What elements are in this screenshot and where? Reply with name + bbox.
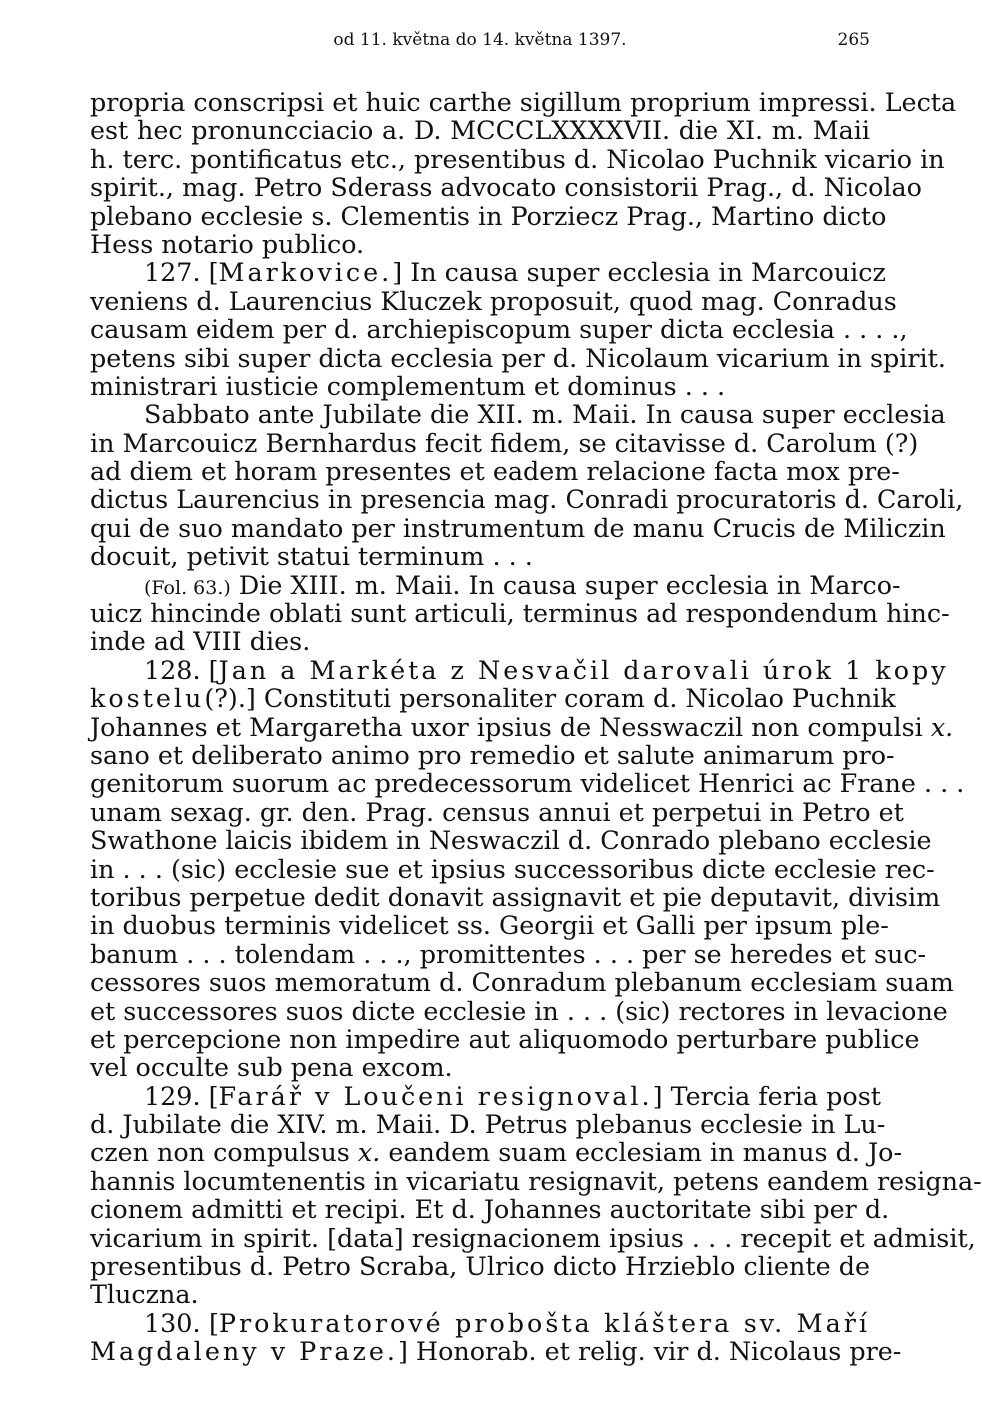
text-run: ] In causa super ecclesia in Marcouicz bbox=[392, 257, 886, 288]
text-line bbox=[90, 995, 948, 1026]
text-line bbox=[90, 1109, 886, 1140]
text-line bbox=[90, 87, 957, 117]
text-run: ad diem et horam presentes et eadem relacione facta mox pre- bbox=[90, 456, 900, 487]
text-line bbox=[90, 257, 886, 288]
text-run: 129. [ bbox=[144, 1080, 219, 1111]
text-run: h. terc. pontificatus etc., presentibus d. Nicolao Puchnik vicario in bbox=[90, 143, 945, 174]
text-line bbox=[90, 910, 889, 941]
text-run: et successores suos dicte ecclesie in . . . (sic) rectores in levacione bbox=[90, 995, 948, 1026]
text-run: (Fol. 63.) bbox=[144, 576, 231, 599]
text-line bbox=[90, 569, 901, 600]
text-line bbox=[90, 825, 932, 856]
text-line bbox=[90, 1194, 890, 1225]
body-text bbox=[90, 87, 982, 1367]
text-line bbox=[90, 683, 896, 714]
text-run: x. bbox=[930, 711, 954, 742]
text-run: cessores suos memoratum d. Conradum plebanum ecclesiam suam bbox=[90, 967, 954, 998]
text-run: x. bbox=[357, 1137, 381, 1168]
text-line bbox=[90, 1023, 920, 1054]
text-line bbox=[90, 1309, 870, 1337]
text-run: toribus perpetue dedit donavit assignavit et pie deputavit, divisim bbox=[90, 881, 941, 912]
text-run: in Marcouicz Bernhardus fecit fidem, se citavisse d. Carolum (?) bbox=[90, 427, 919, 458]
text-line bbox=[90, 230, 870, 258]
text-line bbox=[90, 399, 946, 430]
text-line bbox=[90, 200, 887, 231]
text-run: cionem admitti et recipi. Et d. Johannes auctoritate sibi per d. bbox=[90, 1194, 890, 1225]
text-run: Die XIII. m. Maii. In causa super ecclesia in Marco- bbox=[230, 569, 901, 600]
text-run: uicz hincinde oblati sunt articuli, terminus ad respondendum hinc- bbox=[90, 598, 950, 629]
text-line bbox=[90, 598, 950, 629]
text-run: vicarium in spirit. [data] resignacionem ipsius . . . recepit et admisit, bbox=[90, 1222, 976, 1253]
text-run: eandem suam ecclesiam in manus d. Jo- bbox=[380, 1137, 903, 1168]
text-line bbox=[90, 342, 946, 373]
text-run: Magdaleny v Praze. bbox=[90, 1336, 398, 1367]
text-run: 130. [ bbox=[144, 1307, 219, 1338]
text-line bbox=[90, 285, 897, 316]
text-line bbox=[90, 1280, 870, 1308]
text-run: Tluczna. bbox=[90, 1279, 199, 1310]
text-run: docuit, petivit statui terminum . . . bbox=[90, 541, 533, 572]
text-line bbox=[90, 427, 919, 458]
text-run: est hec pronuncciacio a. D. MCCCLXXXXVII. die XI. m. Maii bbox=[90, 115, 870, 146]
text-line bbox=[90, 881, 941, 912]
text-run: 127. [ bbox=[144, 257, 219, 288]
text-line bbox=[90, 1053, 870, 1081]
text-line bbox=[90, 484, 964, 515]
text-run: spirit., mag. Petro Sderass advocato consistorii Prag., d. Nicolao bbox=[90, 172, 922, 203]
text-run: et percepcione non impedire aut aliquomodo perturbare publice bbox=[90, 1023, 920, 1054]
text-run: Farář v Loučeni resignoval. bbox=[218, 1080, 653, 1111]
text-run: hannis locumtenentis in vicariatu resignavit, petens eandem resigna- bbox=[90, 1165, 982, 1196]
text-run: veniens d. Laurencius Kluczek proposuit, quod mag. Conradus bbox=[90, 285, 897, 316]
text-run: causam eidem per d. archiepiscopum super dicta ecclesia . . . ., bbox=[90, 314, 908, 345]
text-line bbox=[90, 627, 870, 655]
text-run: genitorum suorum ac predecessorum videlicet Henrici ac Frane . . . bbox=[90, 768, 965, 799]
text-line bbox=[90, 542, 870, 570]
page-number: 265 bbox=[837, 30, 870, 50]
text-run: Jan a Markéta z Nesvačil darovali úrok 1 kopy bbox=[218, 654, 949, 685]
text-line bbox=[90, 967, 954, 998]
text-run: sano et deliberato animo pro remedio et salute animarum pro- bbox=[90, 739, 895, 770]
text-run: d. Jubilate die XIV. m. Maii. D. Petrus plebanus ecclesie in Lu- bbox=[90, 1109, 886, 1140]
text-line bbox=[90, 1137, 903, 1168]
text-run: in . . . (sic) ecclesie sue et ipsius successoribus dicte ecclesie rec- bbox=[90, 853, 935, 884]
text-line bbox=[90, 456, 900, 487]
text-line bbox=[90, 938, 927, 969]
text-run: plebano ecclesie s. Clementis in Porziecz Prag., Martino dicto bbox=[90, 200, 887, 231]
text-line bbox=[90, 654, 949, 685]
text-line bbox=[90, 512, 946, 543]
text-line bbox=[90, 739, 895, 770]
text-run: petens sibi super dicta ecclesia per d. Nicolaum vicarium in spirit. bbox=[90, 342, 946, 373]
text-run: Hess notario publico. bbox=[90, 228, 365, 259]
text-line bbox=[90, 116, 870, 144]
text-line bbox=[90, 768, 965, 799]
text-line bbox=[90, 1165, 982, 1196]
text-line bbox=[90, 1252, 870, 1280]
text-run: inde ad VIII dies. bbox=[90, 626, 311, 657]
page-header bbox=[90, 30, 870, 60]
text-run: qui de suo mandato per instrumentum de manu Crucis de Miliczin bbox=[90, 512, 946, 543]
text-line bbox=[90, 1222, 976, 1253]
text-line bbox=[90, 372, 870, 400]
text-run: ] Tercia feria post bbox=[652, 1080, 881, 1111]
text-line bbox=[90, 143, 945, 174]
text-line bbox=[90, 1080, 881, 1111]
text-run: presentibus d. Petro Scraba, Ulrico dicto Hrzieblo cliente de bbox=[90, 1251, 870, 1282]
text-line bbox=[90, 853, 935, 884]
text-run: dictus Laurencius in presencia mag. Conradi procuratoris d. Caroli, bbox=[90, 484, 964, 515]
text-run: banum . . . tolendam . . ., promittentes . . . per se heredes et suc- bbox=[90, 938, 927, 969]
text-run: Sabbato ante Jubilate die XII. m. Maii. In causa super ecclesia bbox=[144, 399, 946, 430]
text-run: propria conscripsi et huic carthe sigillum proprium impressi. Lecta bbox=[90, 87, 957, 117]
text-run: unam sexag. gr. den. Prag. census annui et perpetui in Petro et bbox=[90, 796, 904, 827]
text-run: vel occulte sub pena excom. bbox=[90, 1052, 453, 1083]
text-run: Swathone laicis ibidem in Neswaczil d. Conrado plebano ecclesie bbox=[90, 825, 932, 856]
text-run: Johannes et Margaretha uxor ipsius de Nesswaczil non compulsi bbox=[90, 711, 931, 742]
text-line bbox=[90, 711, 954, 742]
text-line bbox=[90, 314, 908, 345]
running-head: od 11. května do 14. května 1397. bbox=[333, 30, 627, 50]
text-line bbox=[90, 172, 922, 203]
text-line bbox=[90, 796, 904, 827]
text-run: czen non compulsus bbox=[90, 1137, 358, 1168]
text-run: Markovice. bbox=[218, 257, 393, 288]
text-run: kostelu bbox=[90, 683, 205, 714]
text-run: ] Honorab. et relig. vir d. Nicolaus pre- bbox=[397, 1336, 902, 1367]
text-run: Prokuratorové probošta kláštera sv. Maří bbox=[218, 1307, 870, 1338]
text-line bbox=[90, 1336, 902, 1367]
text-run: (?).] Constituti personaliter coram d. Nicolao Puchnik bbox=[204, 683, 896, 714]
text-run: ministrari iusticie complementum et dominus . . . bbox=[90, 370, 726, 401]
text-run: in duobus terminis videlicet ss. Georgii et Galli per ipsum ple- bbox=[90, 910, 889, 941]
text-run: 128. [ bbox=[144, 654, 219, 685]
